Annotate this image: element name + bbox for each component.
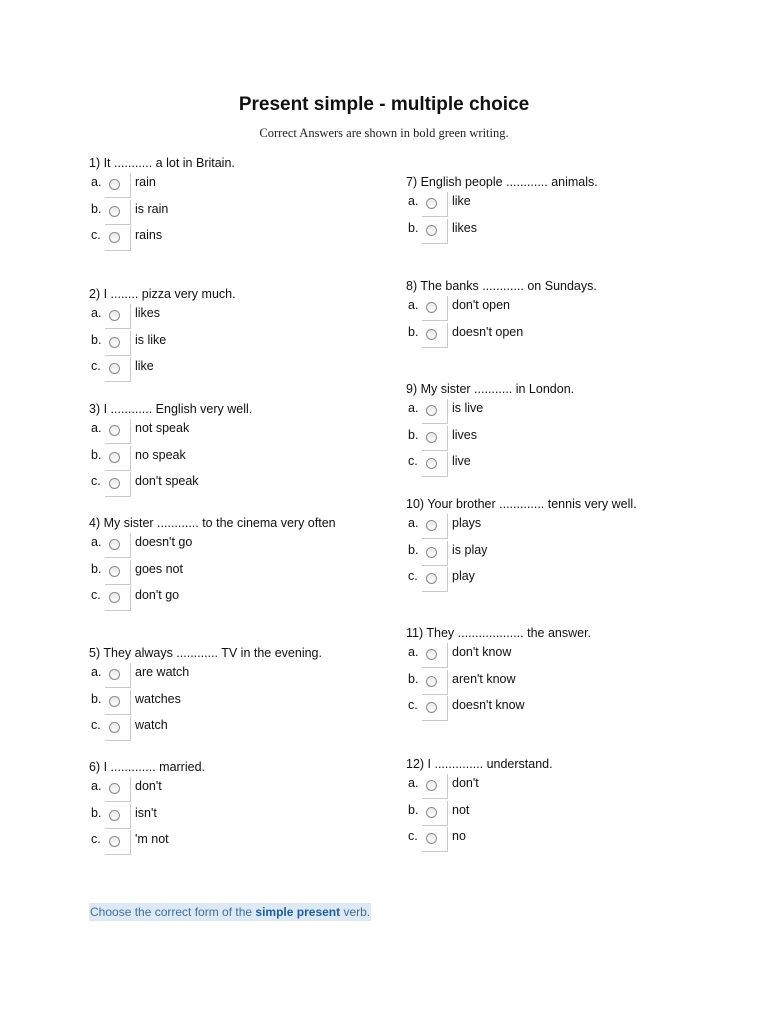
radio-cell <box>422 643 448 668</box>
page-title: Present simple - multiple choice <box>238 94 530 115</box>
radio-cell <box>422 827 448 852</box>
question-3 <box>89 400 252 499</box>
question-text: 5) They always ............ TV in the evening. <box>89 646 322 660</box>
question-1 <box>89 154 235 253</box>
question-8 <box>406 277 597 349</box>
radio-button[interactable] <box>109 810 120 821</box>
question-text: 4) My sister ............ to the cinema very often <box>89 516 336 530</box>
radio-cell <box>422 541 448 566</box>
radio-button[interactable] <box>426 780 437 791</box>
option-answer: lives <box>452 427 478 442</box>
radio-button[interactable] <box>109 696 120 707</box>
option-letter: b. <box>408 671 419 686</box>
option-row <box>89 830 205 857</box>
option-letter: c. <box>91 228 101 242</box>
option-answer: no <box>452 829 466 843</box>
radio-cell <box>105 804 131 829</box>
question-5 <box>89 644 322 743</box>
option-letter: a. <box>91 535 102 549</box>
option-letter: b. <box>91 691 102 706</box>
option-row <box>89 586 336 613</box>
option-answer: like <box>452 194 471 208</box>
radio-button[interactable] <box>109 310 120 321</box>
option-letter: c. <box>408 569 418 583</box>
option-row <box>406 219 598 246</box>
radio-button[interactable] <box>426 432 437 443</box>
option-answer: likes <box>452 220 478 235</box>
radio-cell <box>105 716 131 741</box>
question-text: 3) I ............ English very well. <box>89 402 253 416</box>
instruction-suffix: verb. <box>340 905 371 919</box>
option-row <box>406 323 597 350</box>
option-row <box>406 696 591 723</box>
question-9 <box>406 380 574 479</box>
option-row <box>89 226 235 253</box>
radio-cell <box>105 357 131 382</box>
radio-cell <box>105 419 131 444</box>
question-7 <box>406 173 598 245</box>
option-row <box>406 296 597 323</box>
option-row <box>89 446 252 473</box>
option-answer: like <box>135 359 154 373</box>
option-letter: c. <box>408 698 418 712</box>
option-answer: don't know <box>452 645 512 659</box>
radio-button[interactable] <box>426 198 437 209</box>
option-row <box>406 192 598 219</box>
radio-cell <box>105 560 131 585</box>
radio-button[interactable] <box>426 302 437 313</box>
radio-button[interactable] <box>426 225 437 236</box>
option-letter: a. <box>408 645 419 659</box>
radio-cell <box>422 514 448 539</box>
option-row <box>89 560 336 587</box>
option-letter: c. <box>91 832 101 846</box>
option-row <box>89 173 235 200</box>
option-letter: a. <box>91 665 102 679</box>
option-answer: isn't <box>135 805 157 820</box>
radio-button[interactable] <box>109 836 120 847</box>
option-row <box>406 670 591 697</box>
radio-button[interactable] <box>426 547 437 558</box>
option-answer: is live <box>452 401 484 415</box>
radio-button[interactable] <box>109 592 120 603</box>
radio-button[interactable] <box>109 783 120 794</box>
radio-button[interactable] <box>426 807 437 818</box>
radio-cell <box>105 173 131 198</box>
option-letter: a. <box>408 298 419 312</box>
option-row <box>406 827 553 854</box>
question-text: 7) English people ............ animals. <box>406 175 598 189</box>
option-answer: live <box>452 454 471 468</box>
option-row <box>89 804 205 831</box>
option-answer: no speak <box>135 447 186 462</box>
radio-button[interactable] <box>109 206 120 217</box>
option-answer: don't go <box>135 588 180 602</box>
radio-button[interactable] <box>426 520 437 531</box>
radio-button[interactable] <box>109 425 120 436</box>
radio-cell <box>105 200 131 225</box>
option-letter: b. <box>408 324 419 339</box>
option-row <box>89 472 252 499</box>
option-answer: don't <box>135 779 162 793</box>
radio-button[interactable] <box>426 458 437 469</box>
option-answer: aren't know <box>452 671 516 686</box>
option-row <box>89 419 252 446</box>
option-letter: b. <box>408 802 419 817</box>
question-6 <box>89 758 205 857</box>
option-row <box>406 541 637 568</box>
option-letter: c. <box>408 454 418 468</box>
option-row <box>89 357 236 384</box>
radio-cell <box>422 452 448 477</box>
radio-cell <box>105 472 131 497</box>
radio-button[interactable] <box>109 566 120 577</box>
radio-cell <box>422 567 448 592</box>
option-letter: a. <box>408 194 419 208</box>
radio-button[interactable] <box>109 337 120 348</box>
question-11 <box>406 624 591 723</box>
radio-button[interactable] <box>109 722 120 733</box>
option-answer: watches <box>135 691 181 706</box>
option-letter: a. <box>91 306 102 320</box>
option-row <box>89 533 336 560</box>
radio-button[interactable] <box>426 405 437 416</box>
radio-cell <box>105 226 131 251</box>
radio-cell <box>105 446 131 471</box>
radio-button[interactable] <box>426 833 437 844</box>
radio-cell <box>105 830 131 855</box>
option-row <box>406 567 637 594</box>
option-answer: rains <box>135 228 163 242</box>
question-text: 6) I ............. married. <box>89 760 205 774</box>
option-letter: c. <box>91 718 101 732</box>
question-text: 8) The banks ............ on Sundays. <box>406 279 597 293</box>
radio-cell <box>105 777 131 802</box>
option-answer: play <box>452 569 475 583</box>
option-row <box>406 774 553 801</box>
option-answer: don't speak <box>135 474 199 488</box>
question-4 <box>89 514 336 613</box>
radio-button[interactable] <box>426 329 437 340</box>
option-letter: c. <box>91 588 101 602</box>
option-letter: a. <box>408 776 419 790</box>
radio-cell <box>105 331 131 356</box>
radio-cell <box>105 533 131 558</box>
radio-cell <box>422 670 448 695</box>
option-answer: don't open <box>452 298 510 312</box>
option-answer: is play <box>452 542 488 557</box>
option-answer: is rain <box>135 201 169 216</box>
radio-cell <box>105 586 131 611</box>
option-letter: a. <box>91 779 102 793</box>
option-row <box>406 514 637 541</box>
option-row <box>406 452 574 479</box>
radio-button[interactable] <box>426 573 437 584</box>
radio-cell <box>422 801 448 826</box>
radio-button[interactable] <box>426 702 437 713</box>
radio-cell <box>105 304 131 329</box>
option-answer: doesn't know <box>452 698 525 712</box>
option-letter: b. <box>91 447 102 462</box>
radio-button[interactable] <box>426 649 437 660</box>
radio-cell <box>422 774 448 799</box>
option-letter: b. <box>91 561 102 576</box>
option-row <box>89 663 322 690</box>
option-row <box>89 690 322 717</box>
question-text: 11) They ................... the answer. <box>406 626 592 640</box>
question-10 <box>406 495 637 594</box>
option-answer: not <box>452 802 470 817</box>
option-letter: c. <box>91 359 101 373</box>
option-answer: don't <box>452 776 479 790</box>
radio-button[interactable] <box>109 232 120 243</box>
question-text: 9) My sister ........... in London. <box>406 382 575 396</box>
radio-button[interactable] <box>109 363 120 374</box>
option-answer: not speak <box>135 421 190 435</box>
question-12 <box>406 755 553 854</box>
option-letter: b. <box>408 427 419 442</box>
option-answer: is like <box>135 332 167 347</box>
question-text: 1) It ........... a lot in Britain. <box>89 156 235 170</box>
option-row <box>89 716 322 743</box>
instruction-prefix: Choose the correct form of the <box>90 905 256 919</box>
question-2 <box>89 285 236 384</box>
option-row <box>89 200 235 227</box>
option-row <box>406 801 553 828</box>
question-text: 10) Your brother ............. tennis very well. <box>406 497 637 511</box>
radio-cell <box>422 323 448 348</box>
option-letter: c. <box>408 829 418 843</box>
radio-button[interactable] <box>109 669 120 680</box>
subtitle: Correct Answers are shown in bold green writing. <box>259 126 509 140</box>
option-letter: b. <box>408 220 419 235</box>
option-answer: doesn't go <box>135 535 193 549</box>
option-letter: b. <box>408 542 419 557</box>
option-letter: b. <box>91 805 102 820</box>
option-letter: a. <box>408 516 419 530</box>
option-letter: b. <box>91 201 102 216</box>
radio-button[interactable] <box>109 478 120 489</box>
question-text: 12) I .............. understand. <box>406 757 553 771</box>
instruction-emphasis: simple present <box>255 905 341 919</box>
radio-cell <box>422 399 448 424</box>
option-row <box>89 304 236 331</box>
radio-cell <box>422 219 448 244</box>
option-row <box>89 777 205 804</box>
option-answer: goes not <box>135 561 183 576</box>
radio-cell <box>422 296 448 321</box>
radio-cell <box>422 426 448 451</box>
option-answer: 'm not <box>135 832 169 846</box>
option-answer: are watch <box>135 665 190 679</box>
instruction-note <box>89 903 371 921</box>
option-answer: rain <box>135 175 156 189</box>
radio-button[interactable] <box>426 676 437 687</box>
option-row <box>89 331 236 358</box>
question-text: 2) I ........ pizza very much. <box>89 287 236 301</box>
radio-cell <box>105 663 131 688</box>
option-answer: watch <box>135 718 168 732</box>
option-letter: b. <box>91 332 102 347</box>
option-letter: a. <box>91 175 102 189</box>
option-letter: c. <box>91 474 101 488</box>
radio-cell <box>422 192 448 217</box>
radio-button[interactable] <box>109 452 120 463</box>
option-row <box>406 426 574 453</box>
option-row <box>406 399 574 426</box>
option-letter: a. <box>91 421 102 435</box>
option-answer: doesn't open <box>452 324 524 339</box>
option-answer: plays <box>452 516 482 530</box>
option-row <box>406 643 591 670</box>
radio-button[interactable] <box>109 539 120 550</box>
option-answer: likes <box>135 306 161 320</box>
radio-button[interactable] <box>109 179 120 190</box>
radio-cell <box>422 696 448 721</box>
option-letter: a. <box>408 401 419 415</box>
radio-cell <box>105 690 131 715</box>
